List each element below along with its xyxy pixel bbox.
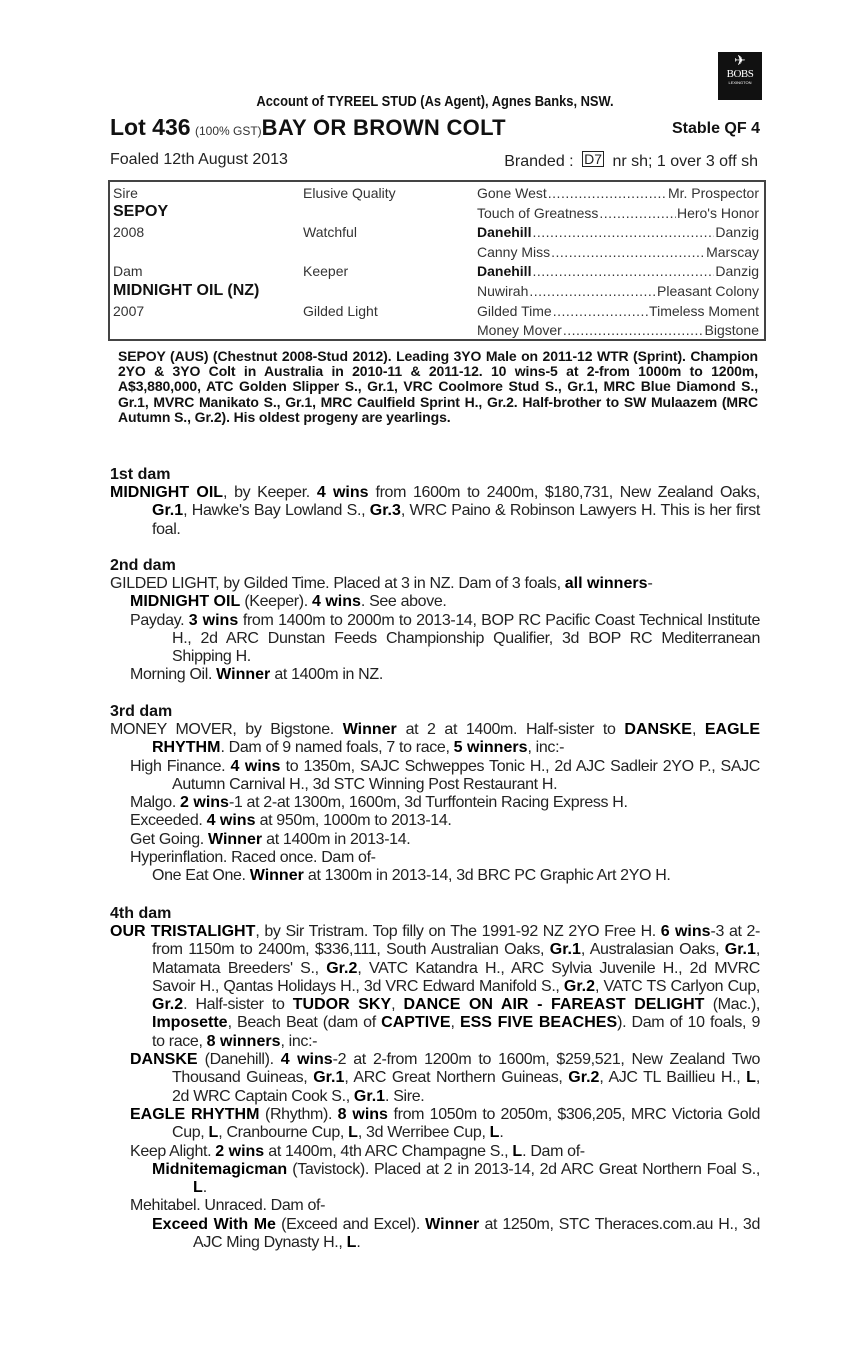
grandparent: Gilded Light <box>303 303 378 319</box>
progeny-entry <box>110 867 760 885</box>
great-grandparent-sire: Danzig <box>715 263 759 280</box>
bold-text: EAGLE RHYTHM <box>130 1105 260 1123</box>
bold-text: 2 wins <box>215 1142 265 1160</box>
text: . Dam of 9 named foals, 7 to race, <box>220 739 454 757</box>
bold-text: Winner <box>425 1215 480 1233</box>
progeny-entry <box>110 1161 760 1198</box>
section-heading: 1st dam <box>110 466 171 483</box>
bold-text: 6 wins <box>660 923 711 940</box>
text: High Finance. <box>130 757 231 775</box>
bold-text: Winner <box>249 867 304 885</box>
progeny-entry <box>110 1143 760 1161</box>
section-heading: 4th dam <box>110 905 172 922</box>
dam-section <box>110 905 760 1252</box>
text: from 1600m to 2400m, $180,731, New Zealand Oaks, <box>368 484 760 501</box>
gst-note: (100% GST) <box>194 124 262 138</box>
dam-entry <box>110 721 760 758</box>
text: , ARC Great Northern Guineas, <box>344 1069 569 1087</box>
great-grandparent-sire: Pleasant Colony <box>657 283 759 299</box>
great-grandparent-sire: Bigstone <box>704 322 759 339</box>
great-grandparent-sire: Marscay <box>706 243 759 260</box>
text: GILDED LIGHT, by Gilded Time. Placed at 3 in NZ. Dam of 3 foals, <box>110 575 565 592</box>
text: . Sire. <box>385 1087 425 1105</box>
branded-label: Branded : <box>504 153 574 170</box>
text: . <box>202 1179 207 1197</box>
bold-text: Gr.2 <box>568 1069 600 1087</box>
text: -3 at 2-from 1150m to 2400m, $336,111, South Australian Oaks, <box>152 923 761 959</box>
progeny-entry <box>110 758 760 795</box>
text: (Danehill). <box>197 1051 281 1069</box>
lot-line <box>110 114 760 142</box>
text: ). Dam of 10 foals, 9 to race, <box>152 1014 760 1050</box>
bold-text: Gr.2 <box>152 996 184 1014</box>
dot-leader <box>553 303 648 319</box>
text: , Cranbourne Cup, <box>218 1124 349 1142</box>
bold-text: EAGLE RHYTHM <box>152 721 760 757</box>
bold-text: 5 winners <box>453 739 528 757</box>
text: , Australasian Oaks, <box>580 941 725 959</box>
text: MONEY MOVER, by Bigstone. <box>110 721 343 738</box>
dot-leader <box>529 283 656 299</box>
progeny-entry <box>110 1197 760 1215</box>
text: , AJC TL Baillieu H., <box>599 1069 747 1087</box>
bold-text: Gr.1 <box>313 1069 345 1087</box>
dot-leader <box>551 244 705 260</box>
bold-text: 3 wins <box>188 611 239 629</box>
bold-text: Winner <box>207 830 263 848</box>
bold-text: Gr.2 <box>563 977 596 995</box>
great-grandparent-sire: Danzig <box>715 224 759 241</box>
bold-text: L <box>346 1234 357 1252</box>
sire-biography: SEPOY (AUS) (Chestnut 2008-Stud 2012). Leading 3YO Male on 2011-12 WTR (Sprint). Champion 2YO & 3YO Colt in Australia in 2010-11 & 2011-12. 10 wins-5 at 2-from 1000m to 1200m, A$3,880,000, ATC Golden Slipper S., Gr.1, VRC Coolmore Stud S., Gr.1, MRC Blue Diamond S., Gr.1, MVRC Manikato S., Gr.1, MRC Caulfield Sprint H., Gr.2. Half-brother to SW Mulaazem (MRC Autumn S., Gr.2). His oldest progeny are yearlings. <box>118 348 758 425</box>
great-grandparent-sire: Hero's Honor <box>676 204 759 221</box>
text: at 1250m, STC Theraces.com.au H., 3d AJC Ming Dynasty H., <box>193 1215 760 1252</box>
logo-name: BOBS <box>726 68 754 80</box>
grandparent: Keeper <box>303 263 349 279</box>
text: (Tavistock). Placed at 2 in 2013-14, 2d ARC Great Northern Foal S., <box>287 1160 760 1178</box>
bold-text: Exceed With Me <box>152 1215 276 1233</box>
sire-name: SEPOY <box>113 203 169 220</box>
bold-text: L <box>208 1124 219 1142</box>
text: at 1300m in 2013-14, 3d BRC PC Graphic Art 2YO H. <box>303 867 671 885</box>
text: -1 at 2-at 1300m, 1600m, 3d Turffontein Racing Express H. <box>228 794 628 812</box>
bold-text: Gr.2 <box>326 959 358 977</box>
text: , Beach Beat (dam of <box>227 1014 382 1032</box>
great-grandparent-row <box>477 185 759 201</box>
progeny-entry <box>110 1106 760 1143</box>
bold-text: MIDNIGHT OIL <box>130 593 241 611</box>
text: from 1050m to 2050m, $306,205, MRC Victoria Gold Cup, <box>172 1105 761 1142</box>
text: , 2d WRC Captain Cook S., <box>172 1069 760 1105</box>
bold-text: Gr.1 <box>152 502 184 520</box>
great-grandparent-row <box>477 224 759 240</box>
text: . See above. <box>360 593 447 611</box>
text: , Hawke's Bay Lowland S., <box>183 502 370 520</box>
bold-text: MIDNIGHT OIL <box>110 484 224 501</box>
bold-text: L <box>193 1179 203 1197</box>
text: Payday. <box>130 611 189 629</box>
progeny-entry <box>110 1051 760 1106</box>
progeny-entry <box>110 666 760 684</box>
text: , <box>691 721 705 738</box>
text: Hyperinflation. Raced once. Dam of- <box>130 849 376 867</box>
great-grandparent-row <box>477 244 759 260</box>
text: at 2 at 1400m. Half-sister to <box>396 721 625 738</box>
dam-section <box>110 703 760 886</box>
logo-sub: LEXINGTON <box>728 80 752 85</box>
bold-text: DANCE ON AIR - FAREAST DELIGHT <box>403 996 705 1014</box>
great-grandparent-name: Canny Miss <box>477 243 551 260</box>
grandparent: Watchful <box>303 224 357 240</box>
dam-label: Dam <box>113 263 143 279</box>
dam-entry <box>110 484 760 539</box>
stable-location: Stable QF 4 <box>671 120 760 137</box>
grandparent: Elusive Quality <box>303 185 396 201</box>
bold-text: ESS FIVE BEACHES <box>459 1014 618 1032</box>
great-grandparent-row <box>477 263 759 279</box>
dot-leader <box>563 322 704 338</box>
text: -2 at 2-from 1200m to 1600m, $259,521, New Zealand Two Thousand Guineas, <box>172 1051 760 1087</box>
text: (Mac.), <box>704 996 761 1014</box>
text: , 3d Werribee Cup, <box>357 1124 490 1142</box>
text: , VATC TS Carlyon Cup, <box>595 977 760 995</box>
bold-text: 4 wins <box>206 812 256 830</box>
sire-label: Sire <box>113 185 138 201</box>
bold-text: L <box>746 1069 756 1087</box>
great-grandparent-name: Nuwirah <box>477 283 529 299</box>
text: Morning Oil. <box>130 666 217 684</box>
brand-mark: D7 <box>584 151 602 167</box>
text: Get Going. <box>130 830 208 848</box>
bold-text: TUDOR SKY <box>292 996 392 1014</box>
text: at 1400m in NZ. <box>270 666 383 684</box>
bold-text: Gr.1 <box>549 941 581 959</box>
text: (Keeper). <box>240 593 312 611</box>
bold-text: Midnitemagicman <box>152 1160 288 1178</box>
dot-leader <box>532 224 714 240</box>
bold-text: L <box>489 1124 500 1142</box>
bold-text: DANSKE <box>130 1051 198 1069</box>
text: . <box>499 1124 504 1142</box>
bold-text: 2 wins <box>180 794 229 812</box>
text: Keep Alight. <box>130 1142 216 1160</box>
bold-text: Gr.1 <box>724 941 756 959</box>
bold-text: OUR TRISTALIGHT <box>110 923 256 940</box>
bold-text: DANSKE <box>624 721 692 738</box>
section-heading: 2nd dam <box>110 557 176 574</box>
text: Malgo. <box>130 794 181 812</box>
dam-name: MIDNIGHT OIL (NZ) <box>113 282 260 299</box>
bold-text: Gr.3 <box>369 502 401 520</box>
text: from 1400m to 2000m to 2013-14, BOP RC Pacific Coast Technical Institute H., 2d ARC Dunstan Feeds Championship Qualifier, 3d BOP RC Mediterranean Shipping H. <box>172 611 760 666</box>
bold-text: L <box>512 1142 523 1160</box>
bold-text: Gr.1 <box>353 1087 386 1105</box>
great-grandparent-sire: Mr. Prospector <box>667 185 759 201</box>
dam-section <box>110 557 760 685</box>
dam-entry <box>110 923 760 1051</box>
branded-detail: nr sh; 1 over 3 off sh <box>612 153 758 170</box>
branded-info <box>504 151 758 171</box>
text: One Eat One. <box>152 867 250 885</box>
progeny-entry <box>110 831 760 849</box>
lot-number: Lot 436 <box>110 114 191 140</box>
pedigree-table <box>108 180 766 341</box>
bold-text: 4 wins <box>316 484 369 501</box>
progeny-entry <box>110 593 760 611</box>
progeny-entry <box>110 1216 760 1253</box>
section-heading: 3rd dam <box>110 703 173 720</box>
bold-text: 8 winners <box>206 1032 281 1050</box>
great-grandparent-row <box>477 283 759 299</box>
text: , <box>391 996 404 1014</box>
dam-entry <box>110 575 760 593</box>
bold-text: 4 wins <box>280 1051 333 1069</box>
dam-section <box>110 466 760 539</box>
progeny-entry <box>110 612 760 667</box>
progeny-entry <box>110 849 760 867</box>
great-grandparent-name: Money Mover <box>477 322 562 339</box>
text: , inc:- <box>280 1032 318 1050</box>
text: to 1350m, SAJC Schweppes Tonic H., 2d AJC Sadleir 2YO P., SAJC Autumn Carnival H., 3d STC Winning Post Restaurant H. <box>172 757 761 793</box>
text: , Matamata Breeders' S., <box>152 941 761 977</box>
text: , <box>450 1014 460 1032</box>
bird-logo-icon: ✈ <box>734 52 746 68</box>
text: Mehitabel. Unraced. Dam of- <box>130 1197 326 1215</box>
dot-leader <box>548 185 667 201</box>
text: - <box>647 575 653 592</box>
bold-text: CAPTIVE <box>381 1014 451 1032</box>
bold-text: Imposette <box>152 1014 228 1032</box>
bold-text: 4 wins <box>230 757 281 775</box>
great-grandparent-name: Danehill <box>477 263 532 280</box>
bold-text: Winner <box>216 666 271 684</box>
text: . <box>356 1234 361 1252</box>
text: (Exceed and Excel). <box>275 1215 426 1233</box>
text: at 1400m in 2013-14. <box>262 830 411 848</box>
text: . Dam of- <box>522 1142 585 1160</box>
dot-leader <box>532 263 714 279</box>
great-grandparent-row <box>477 303 759 319</box>
great-grandparent-name: Danehill <box>477 224 532 241</box>
text: at 1400m, 4th ARC Champagne S., <box>264 1142 513 1160</box>
great-grandparent-sire: Timeless Moment <box>649 302 759 319</box>
text: , by Keeper. <box>223 484 317 501</box>
bold-text: L <box>348 1124 358 1142</box>
text: (Rhythm). <box>259 1105 338 1123</box>
great-grandparent-name: Gone West <box>477 185 547 201</box>
text: , WRC Paino & Robinson Lawyers H. This is her first foal. <box>152 502 760 538</box>
dam-year: 2007 <box>113 303 145 319</box>
bold-text: Winner <box>342 721 397 738</box>
text: at 950m, 1000m to 2013-14. <box>255 812 452 830</box>
bold-text: 8 wins <box>337 1105 388 1123</box>
great-grandparent-row <box>477 205 759 221</box>
great-grandparent-row <box>477 322 759 338</box>
bold-text: all winners <box>564 575 648 592</box>
sire-year: 2008 <box>113 224 145 240</box>
bold-text: 4 wins <box>311 593 361 611</box>
great-grandparent-name: Touch of Greatness <box>477 204 599 221</box>
text: , inc:- <box>527 739 565 757</box>
vendor-account: Account of TYREEL STUD (As Agent), Agnes Banks, NSW. <box>256 93 614 110</box>
text: Exceeded. <box>130 812 207 830</box>
progeny-entry <box>110 794 760 812</box>
foaled-date: Foaled 12th August 2013 <box>110 151 288 168</box>
great-grandparent-name: Gilded Time <box>477 302 552 319</box>
text: , VATC Katandra H., ARC Sylvia Juvenile H., 2d MVRC Savoir H., Qantas Holidays H., 3d VRC Edward Manifold S., <box>152 959 761 995</box>
progeny-entry <box>110 812 760 830</box>
horse-description: BAY OR BROWN COLT <box>261 115 506 140</box>
dot-leader <box>599 205 676 221</box>
text: , by Sir Tristram. Top filly on The 1991-92 NZ 2YO Free H. <box>255 923 661 940</box>
text: . Half-sister to <box>183 996 293 1014</box>
